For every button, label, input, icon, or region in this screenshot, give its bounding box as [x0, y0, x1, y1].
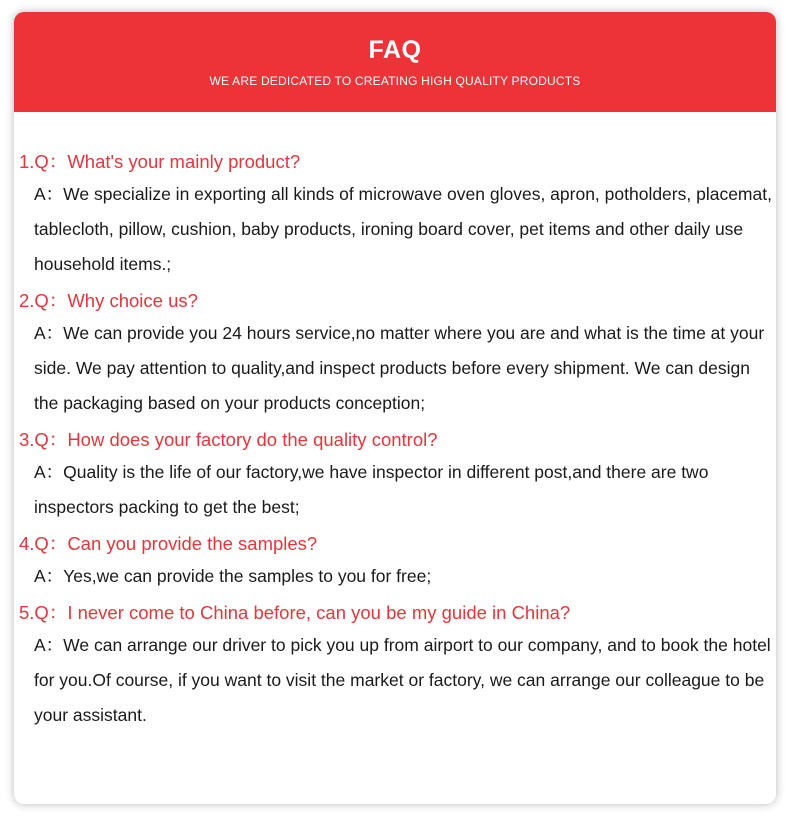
page-title: FAQ	[368, 36, 422, 64]
faq-question: 2.Q：Why choice us?	[19, 290, 198, 311]
faq-item	[14, 427, 776, 525]
faq-answer: A：We specialize in exporting all kinds of microwave oven gloves, apron, potholders, placemat, tablecloth, pillow, cushion, baby products, ironing board cover, pet items and other daily use household items.;	[34, 184, 772, 274]
page-subtitle: WE ARE DEDICATED TO CREATING HIGH QUALITY PRODUCTS	[209, 74, 581, 88]
faq-list	[14, 149, 776, 733]
faq-answer: A：We can provide you 24 hours service,no matter where you are and what is the time at your side. We pay attention to quality,and inspect products before every shipment. We can design the packaging based on your products conception;	[34, 323, 765, 413]
faq-question: 3.Q：How does your factory do the quality control?	[19, 429, 438, 450]
faq-question: 5.Q：I never come to China before, can you be my guide in China?	[19, 602, 571, 623]
faq-answer: A：We can arrange our driver to pick you up from airport to our company, and to book the hotel for you.Of course, if you want to visit the market or factory, we can arrange our colleague to be your assistant.	[34, 635, 771, 725]
faq-question: 4.Q：Can you provide the samples?	[19, 533, 318, 554]
faq-answer: A：Quality is the life of our factory,we have inspector in different post,and there are two inspectors packing to get the best;	[34, 462, 709, 517]
faq-item	[14, 288, 776, 421]
faq-item	[14, 149, 776, 282]
faq-answer: A：Yes,we can provide the samples to you for free;	[34, 566, 432, 586]
faq-item	[14, 600, 776, 733]
faq-header	[14, 12, 776, 112]
faq-question: 1.Q：What's your mainly product?	[19, 151, 301, 172]
faq-card	[14, 12, 776, 804]
faq-item	[14, 531, 776, 594]
